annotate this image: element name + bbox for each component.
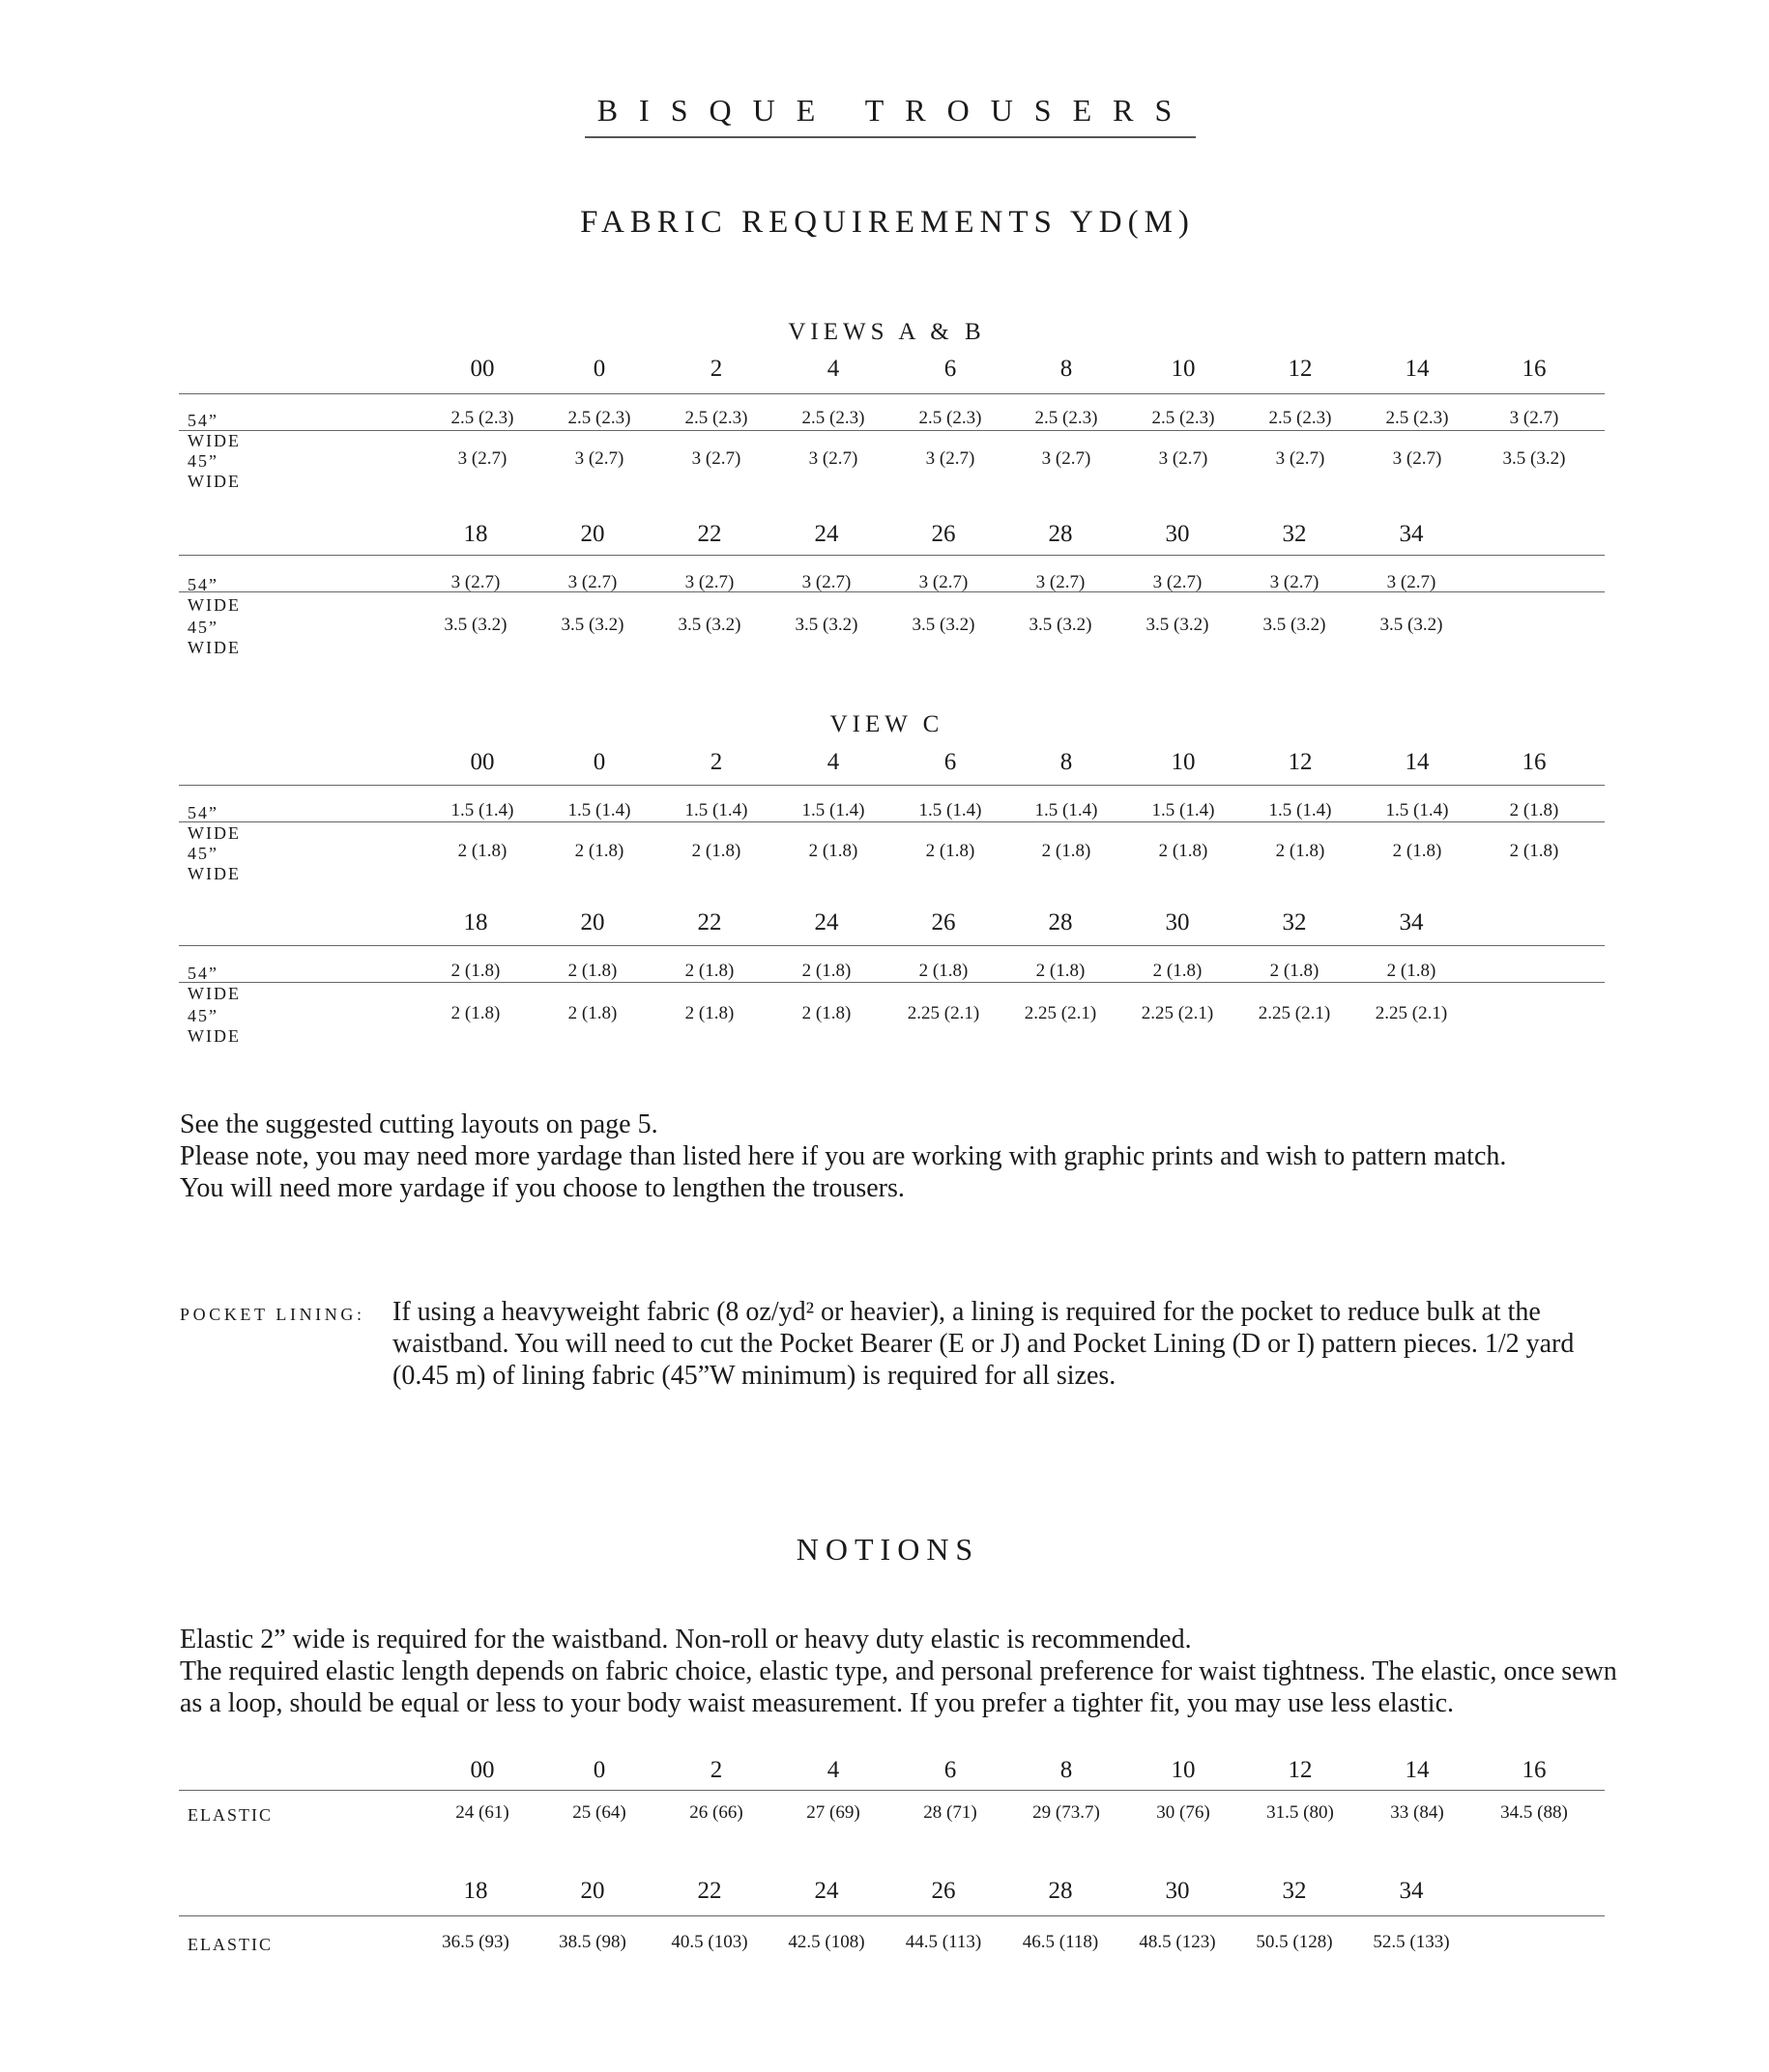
- table-rule: [179, 430, 1605, 431]
- cutting-notes: [180, 1108, 1630, 1204]
- table-cell: 2 (1.8): [1509, 800, 1559, 820]
- size-header: 28: [1048, 909, 1073, 935]
- table-cell: 2 (1.8): [457, 841, 508, 861]
- notions-text: [180, 1624, 1617, 1719]
- size-header: 22: [697, 909, 722, 935]
- table-cell: 2 (1.8): [1035, 961, 1086, 981]
- table-cell: 3.5 (3.2): [1379, 615, 1443, 635]
- table-cell: 2 (1.8): [567, 1003, 618, 1023]
- table-cell: 3 (2.7): [1509, 408, 1559, 428]
- notions-line: The required elastic length depends on fabric choice, elastic type, and personal preference for waist tightness. The elastic, once sewn: [180, 1656, 1617, 1686]
- row-label: 45” WIDE: [188, 618, 241, 657]
- table-cell: 1.5 (1.4): [1385, 800, 1449, 820]
- table-rule: [179, 555, 1605, 556]
- size-header: 00: [470, 356, 495, 382]
- table-cell: 2.25 (2.1): [1258, 1003, 1331, 1023]
- table-cell: 2 (1.8): [1509, 841, 1559, 861]
- table-cell: 29 (73.7): [1032, 1802, 1100, 1823]
- notions-line: as a loop, should be equal or less to your body waist measurement. If you prefer a tighter fit, you may use less elastic.: [180, 1688, 1454, 1718]
- size-header: 32: [1282, 1878, 1307, 1904]
- page-title: BISQUE TROUSERS: [596, 93, 1194, 128]
- table-cell: 2 (1.8): [450, 961, 501, 981]
- table-cell: 3 (2.7): [925, 448, 975, 469]
- size-header: 30: [1165, 521, 1190, 547]
- table-cell: 2.5 (2.3): [1034, 408, 1098, 428]
- views-ab-label: VIEWS A & B: [788, 319, 986, 345]
- size-header: 26: [931, 521, 956, 547]
- table-cell: 31.5 (80): [1266, 1802, 1334, 1823]
- table-cell: 2 (1.8): [691, 841, 741, 861]
- row-label: 54” WIDE: [188, 803, 241, 843]
- table-cell: 36.5 (93): [442, 1932, 509, 1952]
- table-cell: 2 (1.8): [925, 841, 975, 861]
- table-cell: 48.5 (123): [1139, 1932, 1216, 1952]
- table-cell: 2.5 (2.3): [567, 408, 631, 428]
- table-cell: 3 (2.7): [684, 572, 735, 592]
- notions-line: Elastic 2” wide is required for the waistband. Non-roll or heavy duty elastic is recommended.: [180, 1625, 1192, 1655]
- table-cell: 3.5 (3.2): [561, 615, 624, 635]
- table-cell: 3.5 (3.2): [1029, 615, 1092, 635]
- table-cell: 3 (2.7): [808, 448, 858, 469]
- size-header: 10: [1171, 749, 1196, 775]
- size-header: 30: [1165, 1878, 1190, 1904]
- table-cell: 28 (71): [923, 1802, 977, 1823]
- table-cell: 2 (1.8): [574, 841, 624, 861]
- table-cell: 3.5 (3.2): [678, 615, 741, 635]
- table-cell: 2 (1.8): [1158, 841, 1208, 861]
- size-header: 20: [580, 1878, 605, 1904]
- size-header: 4: [826, 356, 840, 382]
- table-cell: 44.5 (113): [905, 1932, 982, 1952]
- table-cell: 3.5 (3.2): [795, 615, 858, 635]
- table-cell: 2.25 (2.1): [1141, 1003, 1214, 1023]
- table-cell: 1.5 (1.4): [450, 800, 514, 820]
- size-header: 34: [1399, 909, 1424, 935]
- table-cell: 3 (2.7): [918, 572, 969, 592]
- size-header: 26: [931, 909, 956, 935]
- row-label: 45” WIDE: [188, 1006, 241, 1046]
- size-header: 0: [593, 356, 606, 382]
- size-header: 30: [1165, 909, 1190, 935]
- table-cell: 2 (1.8): [1041, 841, 1091, 861]
- table-cell: 1.5 (1.4): [801, 800, 865, 820]
- table-rule: [179, 393, 1605, 394]
- pocket-lining-line: If using a heavyweight fabric (8 oz/yd² or heavier), a lining is required for the pocket to reduce bulk at the: [392, 1297, 1541, 1327]
- size-header: 16: [1522, 749, 1547, 775]
- size-header: 26: [931, 1878, 956, 1904]
- table-cell: 3 (2.7): [1158, 448, 1208, 469]
- size-header: 2: [710, 1757, 723, 1783]
- row-label: 54” WIDE: [188, 575, 241, 615]
- table-cell: 25 (64): [572, 1802, 626, 1823]
- table-cell: 2 (1.8): [567, 961, 618, 981]
- table-cell: 3.5 (3.2): [444, 615, 508, 635]
- pocket-lining-line: waistband. You will need to cut the Pocket Bearer (E or J) and Pocket Lining (D or I) pattern pieces. 1/2 yard: [392, 1329, 1575, 1359]
- size-header: 16: [1522, 356, 1547, 382]
- size-header: 20: [580, 909, 605, 935]
- table-cell: 3 (2.7): [1386, 572, 1436, 592]
- table-cell: 26 (66): [689, 1802, 743, 1823]
- table-cell: 3 (2.7): [691, 448, 741, 469]
- size-header: 18: [463, 521, 488, 547]
- pocket-lining-text: [392, 1296, 1630, 1392]
- table-cell: 2.25 (2.1): [1024, 1003, 1097, 1023]
- size-header: 22: [697, 1878, 722, 1904]
- table-rule: [179, 1790, 1605, 1791]
- table-cell: 2.5 (2.3): [450, 408, 514, 428]
- row-label: ELASTIC: [188, 1805, 273, 1825]
- table-cell: 2.5 (2.3): [1385, 408, 1449, 428]
- size-header: 32: [1282, 521, 1307, 547]
- table-cell: 2.5 (2.3): [801, 408, 865, 428]
- size-header: 4: [826, 1757, 840, 1783]
- note-line: You will need more yardage if you choose to lengthen the trousers.: [180, 1173, 905, 1203]
- size-header: 22: [697, 521, 722, 547]
- size-header: 16: [1522, 1757, 1547, 1783]
- size-header: 18: [463, 909, 488, 935]
- size-header: 14: [1405, 749, 1430, 775]
- table-cell: 2.25 (2.1): [1375, 1003, 1448, 1023]
- table-cell: 30 (76): [1156, 1802, 1210, 1823]
- table-cell: 3 (2.7): [567, 572, 618, 592]
- table-cell: 1.5 (1.4): [567, 800, 631, 820]
- size-header: 10: [1171, 1757, 1196, 1783]
- size-header: 2: [710, 749, 723, 775]
- table-cell: 34.5 (88): [1500, 1802, 1568, 1823]
- size-header: 6: [943, 1757, 957, 1783]
- row-label: ELASTIC: [188, 1935, 273, 1954]
- table-cell: 3.5 (3.2): [1262, 615, 1326, 635]
- table-cell: 1.5 (1.4): [918, 800, 982, 820]
- table-cell: 1.5 (1.4): [1034, 800, 1098, 820]
- size-header: 8: [1059, 1757, 1073, 1783]
- table-cell: 2 (1.8): [918, 961, 969, 981]
- size-header: 12: [1288, 749, 1313, 775]
- size-header: 14: [1405, 1757, 1430, 1783]
- notions-heading: NOTIONS: [796, 1532, 980, 1567]
- table-cell: 27 (69): [806, 1802, 860, 1823]
- table-cell: 2 (1.8): [1152, 961, 1203, 981]
- note-line: See the suggested cutting layouts on page 5.: [180, 1109, 658, 1139]
- table-rule: [179, 1915, 1605, 1916]
- table-cell: 3 (2.7): [457, 448, 508, 469]
- table-cell: 2.25 (2.1): [907, 1003, 980, 1023]
- table-cell: 46.5 (118): [1022, 1932, 1099, 1952]
- table-cell: 3 (2.7): [1269, 572, 1320, 592]
- table-cell: 3 (2.7): [450, 572, 501, 592]
- size-header: 34: [1399, 1878, 1424, 1904]
- table-cell: 3 (2.7): [1035, 572, 1086, 592]
- size-header: 8: [1059, 749, 1073, 775]
- table-cell: 1.5 (1.4): [1268, 800, 1332, 820]
- size-header: 0: [593, 1757, 606, 1783]
- size-header: 12: [1288, 356, 1313, 382]
- table-cell: 3.5 (3.2): [1146, 615, 1209, 635]
- table-cell: 40.5 (103): [671, 1932, 748, 1952]
- row-label: 54” WIDE: [188, 964, 241, 1003]
- table-cell: 33 (84): [1390, 1802, 1444, 1823]
- size-header: 28: [1048, 1878, 1073, 1904]
- table-cell: 2.5 (2.3): [1151, 408, 1215, 428]
- size-header: 6: [943, 749, 957, 775]
- row-label: 45” WIDE: [188, 451, 241, 491]
- size-header: 18: [463, 1878, 488, 1904]
- table-cell: 3 (2.7): [1392, 448, 1442, 469]
- table-rule: [179, 982, 1605, 983]
- size-header: 24: [814, 1878, 839, 1904]
- table-cell: 38.5 (98): [559, 1932, 626, 1952]
- size-header: 14: [1405, 356, 1430, 382]
- size-header: 8: [1059, 356, 1073, 382]
- table-cell: 2 (1.8): [808, 841, 858, 861]
- table-cell: 2.5 (2.3): [918, 408, 982, 428]
- table-cell: 2 (1.8): [1392, 841, 1442, 861]
- size-header: 24: [814, 521, 839, 547]
- table-cell: 3.5 (3.2): [1502, 448, 1566, 469]
- table-cell: 1.5 (1.4): [1151, 800, 1215, 820]
- table-cell: 2 (1.8): [684, 961, 735, 981]
- table-cell: 3.5 (3.2): [912, 615, 975, 635]
- table-cell: 3 (2.7): [574, 448, 624, 469]
- size-header: 34: [1399, 521, 1424, 547]
- size-header: 20: [580, 521, 605, 547]
- table-cell: 2 (1.8): [684, 1003, 735, 1023]
- table-cell: 2 (1.8): [1275, 841, 1325, 861]
- size-header: 12: [1288, 1757, 1313, 1783]
- size-header: 28: [1048, 521, 1073, 547]
- table-cell: 2 (1.8): [1386, 961, 1436, 981]
- title-underline: [585, 136, 1196, 138]
- table-cell: 24 (61): [455, 1802, 509, 1823]
- size-header: 00: [470, 1757, 495, 1783]
- size-header: 0: [593, 749, 606, 775]
- table-rule: [179, 821, 1605, 822]
- size-header: 4: [826, 749, 840, 775]
- table-cell: 3 (2.7): [1275, 448, 1325, 469]
- pocket-lining-label: POCKET LINING:: [180, 1305, 365, 1324]
- row-label: 54” WIDE: [188, 411, 241, 450]
- fabric-requirements-heading: FABRIC REQUIREMENTS YD(M): [580, 205, 1195, 240]
- table-cell: 1.5 (1.4): [684, 800, 748, 820]
- table-cell: 3 (2.7): [1041, 448, 1091, 469]
- table-cell: 2.5 (2.3): [1268, 408, 1332, 428]
- size-header: 10: [1171, 356, 1196, 382]
- row-label: 45” WIDE: [188, 844, 241, 883]
- size-header: 32: [1282, 909, 1307, 935]
- table-cell: 2 (1.8): [1269, 961, 1320, 981]
- table-rule: [179, 785, 1605, 786]
- table-cell: 2 (1.8): [801, 961, 852, 981]
- table-cell: 50.5 (128): [1256, 1932, 1333, 1952]
- table-cell: 2.5 (2.3): [684, 408, 748, 428]
- table-cell: 3 (2.7): [801, 572, 852, 592]
- note-line: Please note, you may need more yardage than listed here if you are working with graphic prints and wish to pattern match.: [180, 1141, 1507, 1171]
- size-header: 2: [710, 356, 723, 382]
- table-cell: 52.5 (133): [1373, 1932, 1450, 1952]
- pocket-lining-line: (0.45 m) of lining fabric (45”W minimum) is required for all sizes.: [392, 1361, 1116, 1391]
- table-cell: 3 (2.7): [1152, 572, 1203, 592]
- table-cell: 2 (1.8): [801, 1003, 852, 1023]
- size-header: 6: [943, 356, 957, 382]
- table-rule: [179, 945, 1605, 946]
- size-header: 00: [470, 749, 495, 775]
- table-cell: 2 (1.8): [450, 1003, 501, 1023]
- size-header: 24: [814, 909, 839, 935]
- view-c-label: VIEW C: [829, 711, 944, 737]
- table-cell: 42.5 (108): [788, 1932, 865, 1952]
